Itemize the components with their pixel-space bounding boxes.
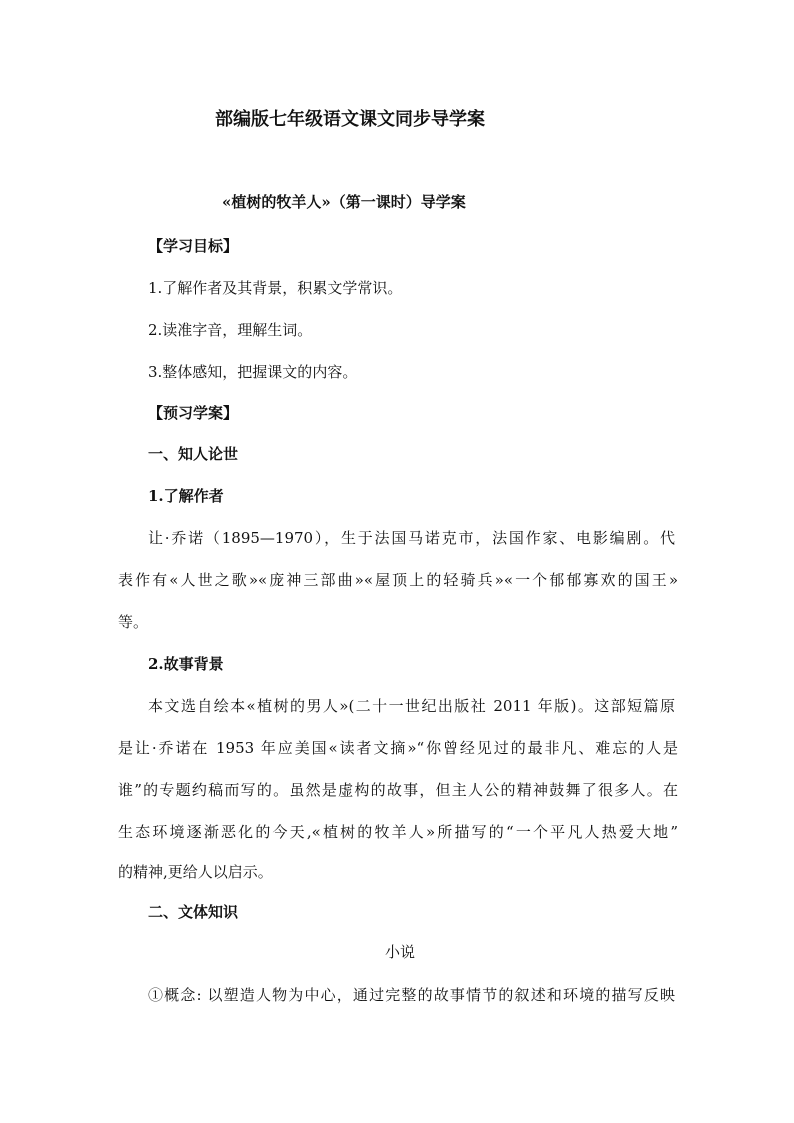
objective-item-3: 3.整体感知，把握课文的内容。 [148,363,358,381]
concept-line: ①概念: 以塑造人物为中心，通过完整的故事情节的叙述和环境的描写反映 [148,986,675,1004]
preview-heading: 【预习学案】 [148,404,239,422]
author-paragraph-line-2: 表作有«人世之歌»«庞神三部曲»«屋顶上的轻骑兵»«一个郁郁寡欢的国王» [118,571,678,589]
background-paragraph-line-2: 是让·乔诺在 1953 年应美国«读者文摘»“你曾经见过的最非凡、难忘的人是 [118,739,678,757]
background-heading: 2.故事背景 [148,655,224,673]
lesson-subtitle: «植树的牧羊人»（第一课时）导学案 [222,193,466,211]
background-paragraph-line-3: 谁”的专题约稿而写的。虽然是虚构的故事，但主人公的精神鼓舞了很多人。在 [118,781,678,799]
background-paragraph-line-4: 生态环境逐渐恶化的今天,«植树的牧羊人»所描写的“一个平凡人热爱大地” [118,823,678,841]
background-paragraph-line-5: 的精神,更给人以启示。 [118,863,273,881]
author-paragraph-line-3: 等。 [118,613,149,631]
objective-item-1: 1.了解作者及其背景，积累文学常识。 [148,279,403,297]
objectives-heading: 【学习目标】 [148,237,239,255]
section-genre-heading: 二、文体知识 [148,903,239,921]
document-title: 部编版七年级语文课文同步导学案 [215,109,485,130]
objective-item-2: 2.读准字音，理解生词。 [148,321,313,339]
author-heading: 1.了解作者 [148,487,224,505]
section-know-author-heading: 一、知人论世 [148,445,239,463]
author-paragraph-line-1: 让·乔诺（1895—1970），生于法国马诺克市，法国作家、电影编剧。代 [148,529,675,547]
background-paragraph-line-1: 本文选自绘本«植树的男人»(二十一世纪出版社 2011 年版)。这部短篇原 [148,697,675,715]
genre-label: 小说 [385,943,416,961]
